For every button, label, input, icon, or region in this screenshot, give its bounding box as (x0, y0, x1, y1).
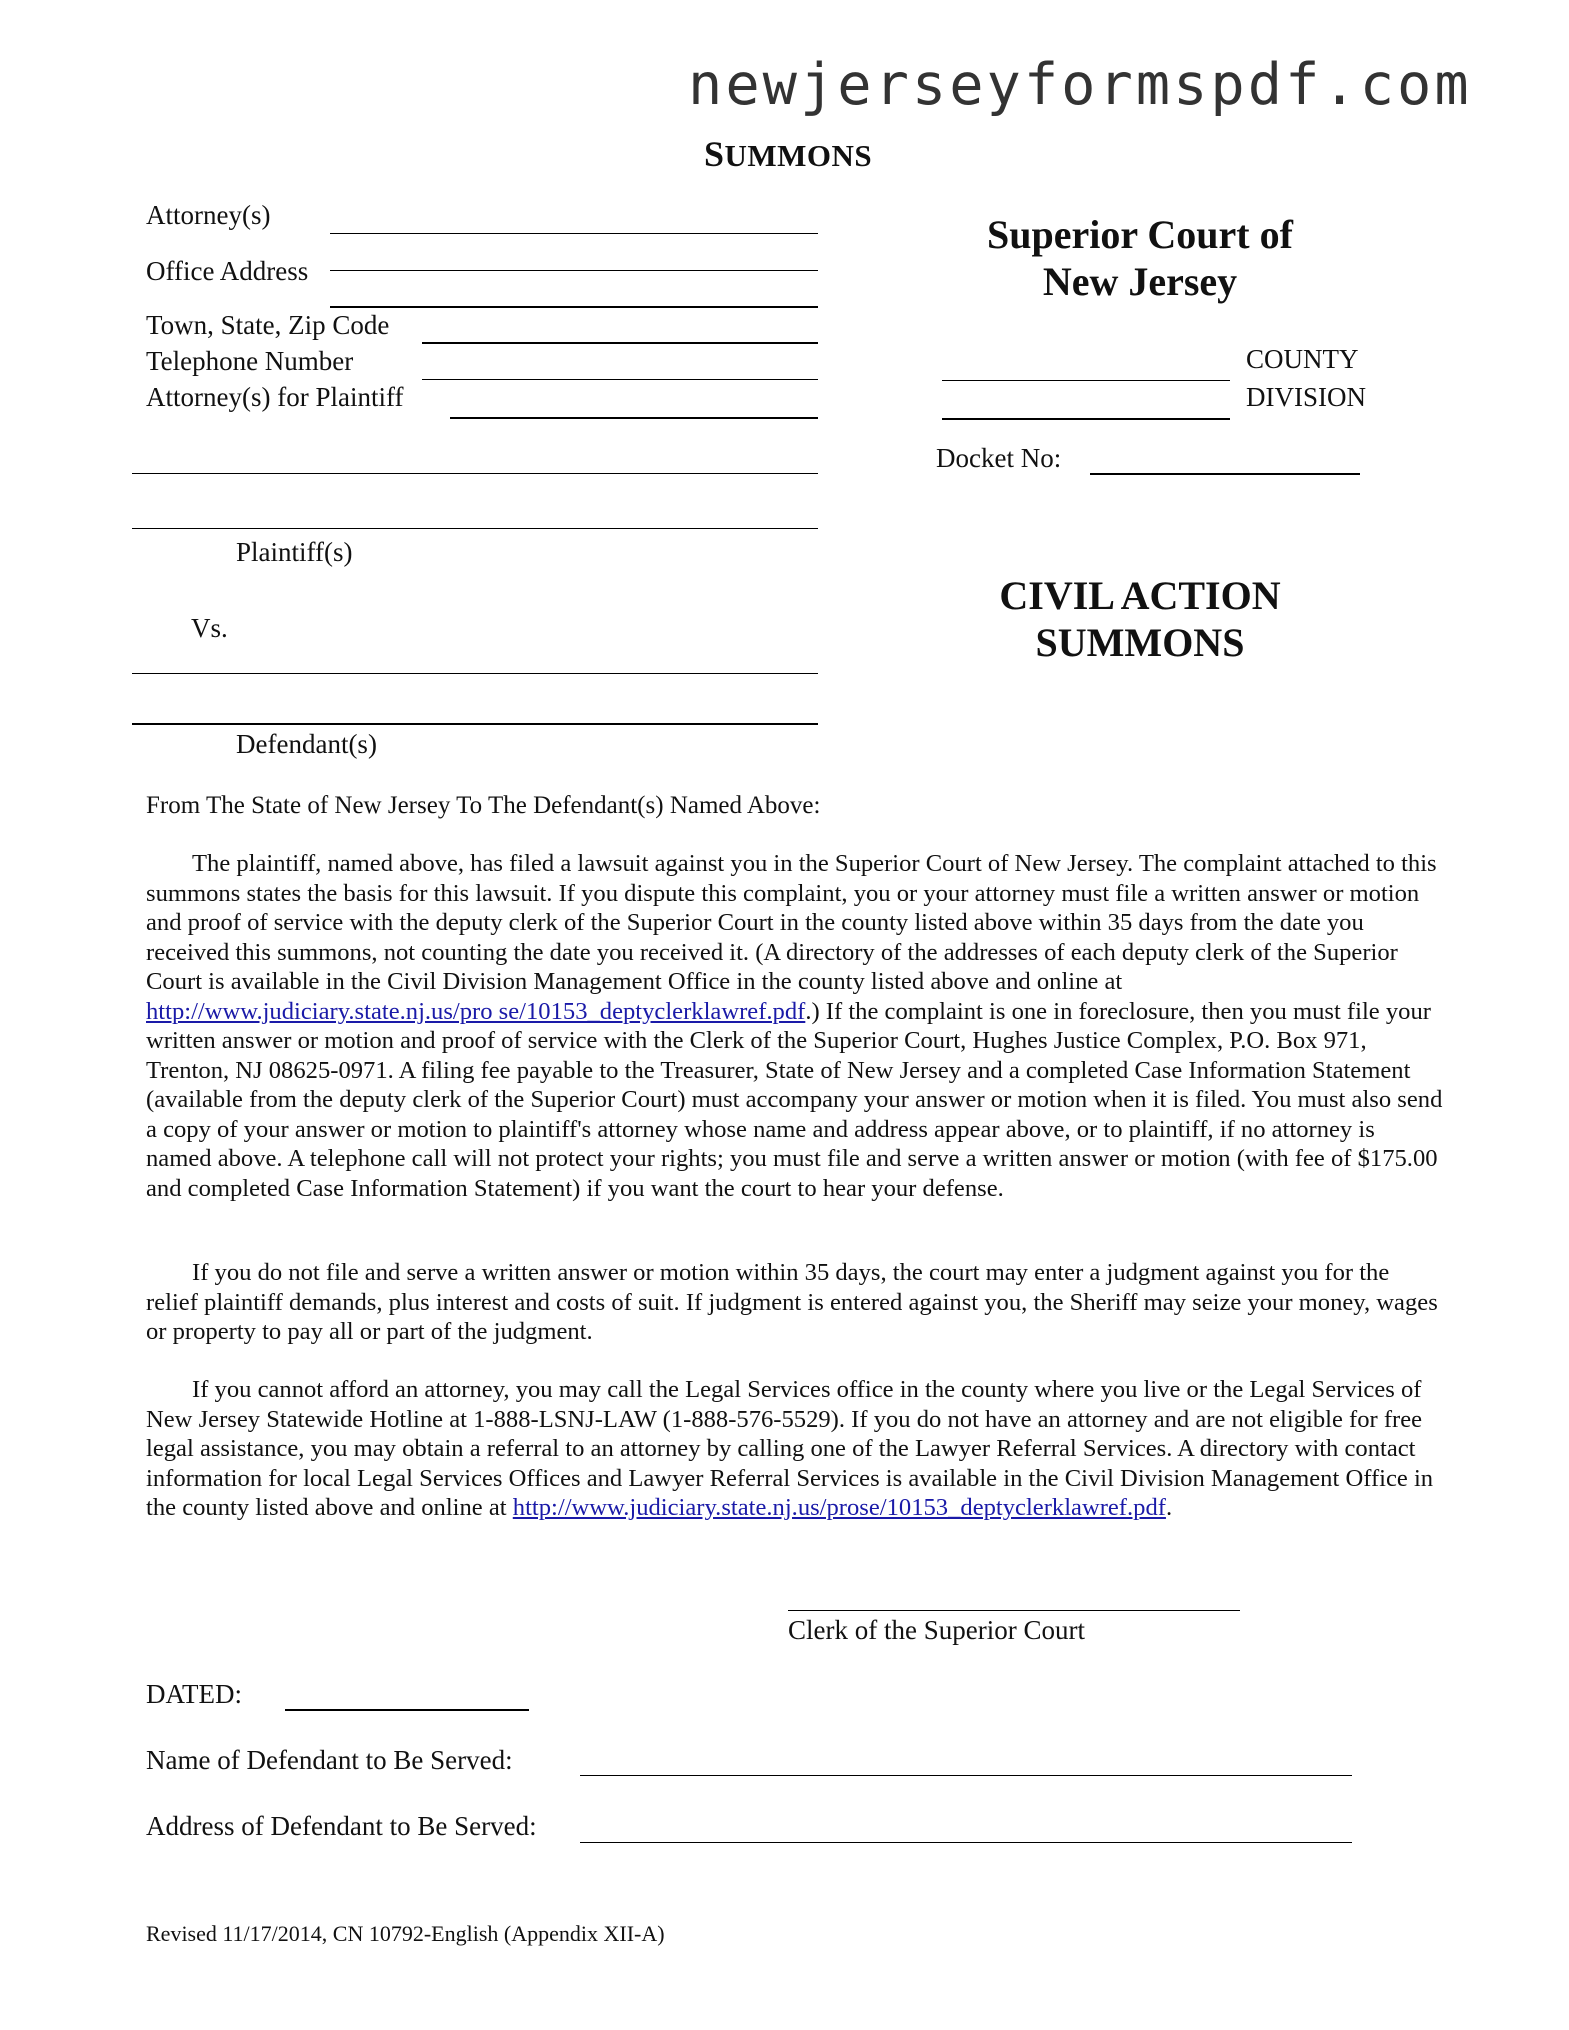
paragraph1-text-b: .) If the complaint is one in foreclosure, then you must file your written answer or motion and proof of service with the Clerk of the Superior Court, Hughes Justice Complex, P.O. Box 971, Trenton, NJ 08625-0971. A filing fee payable to the Treasurer, State of New Jersey and a completed Case Information Statement (available from the deputy clerk of the Superior Court) must accompany your answer or motion when it is filed. You must also send a copy of your answer or motion to plaintiff's attorney whose name and address appear above, or to plaintiff, if no attorney is named above. A telephone call will not protect your rights; you must file and serve a written answer or motion (with fee of $175.00 and completed Case Information Statement) if you want the court to hear your defense. (146, 997, 1443, 1202)
vs-label: Vs. (191, 613, 228, 643)
division-label: DIVISION (1246, 382, 1366, 412)
revision-footer: Revised 11/17/2014, CN 10792-English (Appendix XII-A) (146, 1921, 665, 1946)
defendant-name-label: Name of Defendant to Be Served: (146, 1745, 513, 1775)
plaintiff-field-1[interactable] (132, 473, 818, 474)
civil-action-title (940, 572, 1340, 666)
site-watermark: newjerseyformspdf.com (688, 52, 1472, 118)
attorneys-label: Attorney(s) (146, 200, 271, 230)
defendant-name-field[interactable] (580, 1775, 1352, 1776)
defendant-address-label: Address of Defendant to Be Served: (146, 1811, 537, 1841)
telephone-field[interactable] (422, 379, 818, 380)
attorneys-for-plaintiff-field[interactable] (450, 417, 818, 419)
court-title-line1: Superior Court of (987, 212, 1293, 257)
dated-label: DATED: (146, 1679, 242, 1709)
county-field[interactable] (942, 380, 1230, 381)
docket-label: Docket No: (936, 443, 1062, 473)
defendant-field-1[interactable] (132, 673, 818, 674)
paragraph-legal-services (146, 1375, 1446, 1523)
paragraph1-text-a: The plaintiff, named above, has filed a lawsuit against you in the Superior Court of New Jersey. The complaint attached to this summons states the basis for this lawsuit. If you dispute this complaint, you or your attorney must file a written answer or motion and proof of service with the deputy clerk of the Superior Court in the county listed above within 35 days from the date you received this summons, not counting the date you received it. (A directory of the addresses of each deputy clerk of the Superior Court is available in the Civil Division Management Office in the county listed above and online at (146, 850, 1437, 995)
clerk-signature-field[interactable] (788, 1610, 1240, 1611)
intro-line: From The State of New Jersey To The Defendant(s) Named Above: (146, 792, 821, 819)
court-title (940, 212, 1340, 306)
clerk-label: Clerk of the Superior Court (788, 1615, 1085, 1645)
paragraph3-text-a: If you cannot afford an attorney, you may call the Legal Services office in the county where you live or the Legal Services of New Jersey Statewide Hotline at 1-888-LSNJ-LAW (1-888-576-5529). If you do not have an attorney and are not eligible for free legal assistance, you may obtain a referral to an attorney by calling one of the Lawyer Referral Services. A directory with contact information for local Legal Services Offices and Lawyer Referral Services is available in the Civil Division Management Office in the county listed above and online at (146, 1376, 1434, 1521)
summons-heading-text: SUMMONS (704, 134, 873, 174)
defendant-field-2[interactable] (132, 723, 818, 725)
office-address-field-2[interactable] (330, 306, 818, 308)
attorneys-field[interactable] (330, 233, 818, 234)
directory-link-1[interactable]: http://www.judiciary.state.nj.us/pro se/10153_deptyclerklawref.pdf (146, 997, 806, 1025)
telephone-label: Telephone Number (146, 346, 354, 376)
county-label: COUNTY (1246, 344, 1359, 374)
court-title-line2: New Jersey (1042, 258, 1238, 304)
attorneys-for-plaintiff-label: Attorney(s) for Plaintiff (146, 382, 404, 412)
office-address-field[interactable] (330, 270, 818, 271)
paragraph-lawsuit-notice (146, 849, 1446, 1203)
plaintiff-field-2[interactable] (132, 528, 818, 529)
civil-action-line2: SUMMONS (1035, 620, 1245, 666)
office-address-label: Office Address (146, 256, 309, 286)
summons-heading (704, 133, 872, 175)
paragraph-default-judgment (146, 1258, 1446, 1347)
defendant-address-field[interactable] (580, 1842, 1352, 1843)
civil-action-line1: CIVIL ACTION (999, 573, 1281, 618)
defendant-label: Defendant(s) (236, 729, 377, 759)
town-state-zip-field[interactable] (422, 342, 818, 344)
division-field[interactable] (942, 418, 1230, 420)
paragraph3-text-b: . (1165, 1494, 1173, 1521)
plaintiff-label: Plaintiff(s) (236, 537, 353, 567)
docket-field[interactable] (1090, 473, 1360, 475)
dated-field[interactable] (285, 1709, 529, 1711)
town-state-zip-label: Town, State, Zip Code (146, 310, 390, 340)
directory-link-2[interactable]: http://www.judiciary.state.nj.us/prose/10153_deptyclerklawref.pdf (512, 1494, 1166, 1521)
paragraph2-text: If you do not file and serve a written answer or motion within 35 days, the court may enter a judgment against you for the relief plaintiff demands, plus interest and costs of suit. If judgment is entered against you, the Sheriff may seize your money, wages or property to pay all or part of the judgment. (146, 1259, 1438, 1345)
